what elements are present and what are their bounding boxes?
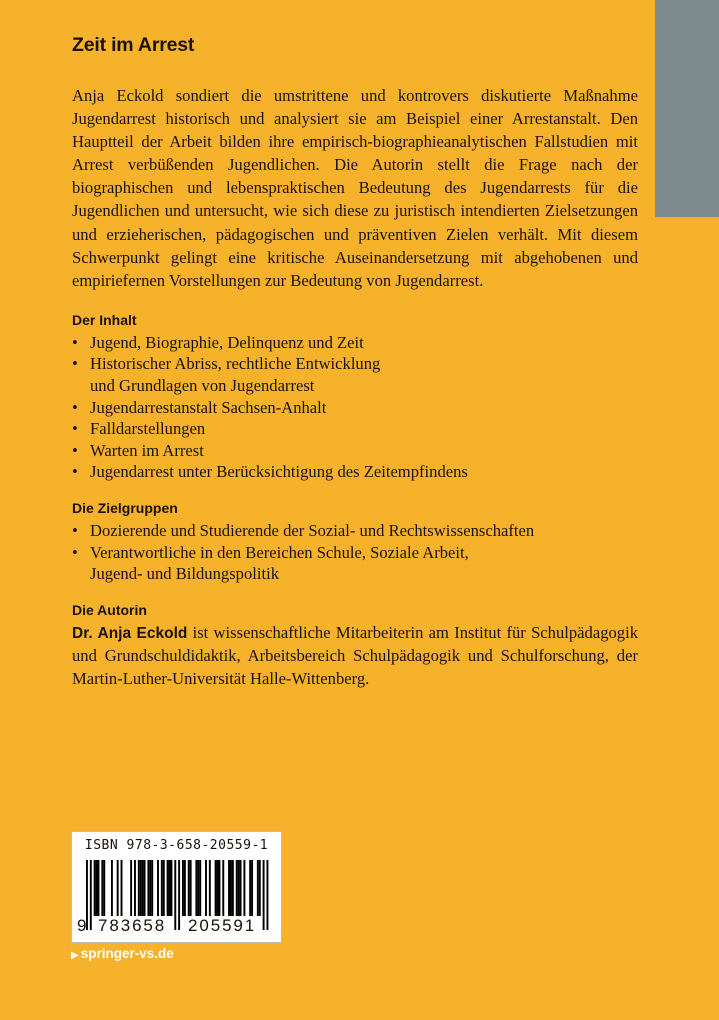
barcode-bar (101, 860, 103, 916)
barcode-bar (144, 860, 146, 916)
bullet-icon: • (72, 462, 78, 482)
barcode-bar (222, 860, 224, 916)
barcode-bar (190, 860, 192, 916)
isbn-barcode (71, 831, 282, 943)
publisher-link[interactable] (71, 946, 174, 961)
barcode-bar (217, 860, 219, 916)
barcode-bar (167, 860, 169, 916)
bullet-icon: • (72, 440, 78, 460)
barcode-bar (157, 860, 159, 916)
barcode-bar (147, 860, 149, 916)
barcode-bar (149, 860, 151, 916)
barcode-bar (117, 860, 119, 916)
side-color-panel (655, 0, 719, 217)
book-description: Anja Eckold sondiert die umstrittene und kontrovers diskutierte Maßnahme Jugendarrest historisch und analysiert sie am Beispiel einer Arrestanstalt. Den Hauptteil der Arbeit bilden ihre empirisch-biographieanalytischen Fallstudien mit Arrest verbüßenden Jugendlichen. Die Autorin stellt die Frage nach der biographischen und lebenspraktischen Bedeutung des Jugendarrests für die Jugendlichen und untersucht, wie sich diese zu juristisch intendierten Zielsetzungen und erzieherischen, pädagogischen und präventiven Zielen verhält. Mit diesem Schwerpunkt gelingt eine kritische Auseinandersetzung mit abgehobenen und empiriefernen Vorstellungen zur Bedeutung von Jugendarrest. (72, 86, 638, 290)
list-item: • Dozierende und Studierende der Sozial- und Rechtswissenschaften (72, 521, 535, 540)
bullet-icon: • (72, 542, 78, 562)
barcode-bar (174, 860, 176, 930)
list-item: • Falldarstellungen (72, 419, 206, 439)
isbn-label: ISBN 978-3-658-20559-1 (84, 838, 269, 853)
heading-autorin: Die Autorin (72, 601, 147, 618)
barcode-bar (103, 860, 105, 916)
barcode-bar (257, 860, 259, 916)
barcode-bar (230, 860, 232, 916)
zielgruppen-list (72, 520, 638, 585)
barcode-bar (228, 860, 230, 916)
barcode-bar (98, 860, 100, 916)
barcode-bar (111, 860, 113, 916)
barcode-bar (188, 860, 190, 916)
barcode-bar (236, 860, 238, 916)
barcode-bar (134, 860, 136, 916)
barcode-bar (184, 860, 186, 916)
section-autorin (72, 602, 638, 691)
barcode-bar (90, 860, 92, 930)
list-item: • Verantwortliche in den Bereichen Schule, Soziale Arbeit, Jugend- und Bildungspolitik (72, 542, 469, 584)
barcode-bar (96, 860, 98, 916)
barcode-bar (182, 860, 184, 916)
heading-inhalt: Der Inhalt (72, 311, 137, 328)
bullet-icon: • (72, 521, 78, 540)
barcode-bar (209, 860, 211, 916)
barcode-bar (243, 860, 245, 916)
barcode-bar (232, 860, 234, 916)
barcode-bar (130, 860, 132, 916)
barcode-left-digits: 783658 (98, 916, 167, 935)
heading-zielgruppen: Die Zielgruppen (72, 500, 178, 516)
list-item: • Historischer Abriss, rechtliche Entwicklung und Grundlagen von Jugendarrest (72, 354, 381, 396)
barcode-first-digit: 9 (77, 916, 87, 935)
arrow-right-icon: ▶ (71, 950, 79, 961)
barcode-bar (121, 860, 123, 916)
barcode-bar (140, 860, 142, 916)
barcode-bar (151, 860, 153, 916)
book-title: Zeit im Arrest (72, 34, 195, 56)
barcode-bar (163, 860, 165, 916)
barcode-bar (138, 860, 140, 916)
barcode-bar (263, 860, 265, 930)
barcode-bar (215, 860, 217, 916)
barcode-bar (249, 860, 251, 916)
bullet-icon: • (72, 354, 78, 374)
list-item: • Jugend, Biographie, Delinquenz und Zeit (72, 332, 364, 352)
barcode-bar (169, 860, 171, 916)
bullet-icon: • (72, 419, 78, 439)
barcode-bar (266, 860, 268, 930)
back-cover-content (72, 34, 638, 691)
section-inhalt (72, 312, 638, 483)
inhalt-list (72, 332, 638, 483)
barcode-bar (178, 860, 180, 930)
barcode-bar (195, 860, 197, 916)
barcode-bar (142, 860, 144, 916)
barcode-bar (218, 860, 220, 916)
barcode-right-digits: 205591 (188, 916, 257, 935)
bullet-icon: • (72, 397, 78, 417)
author-name: Dr. Anja Eckold (72, 624, 188, 642)
barcode-bar (205, 860, 207, 916)
bullet-icon: • (72, 332, 78, 352)
barcode-bar (94, 860, 96, 916)
section-zielgruppen (72, 500, 638, 585)
barcode-bar (251, 860, 253, 916)
barcode-bar (161, 860, 163, 916)
list-item: • Warten im Arrest (72, 440, 204, 460)
publisher-url: springer-vs.de (80, 946, 174, 961)
barcode-bar (197, 860, 199, 916)
barcode-bar (259, 860, 261, 916)
barcode-bar (199, 860, 201, 916)
barcode-bar (238, 860, 240, 916)
barcode-bar (240, 860, 242, 916)
author-bio: Dr. Anja Eckold ist wissenschaftliche Mitarbeiterin am Institut für Schulpädagogik und Grundschuldidaktik, Arbeitsbereich Schulpädagogik und Schulforschung, der Martin-Luther-Universität Halle-Wittenberg. (72, 622, 638, 688)
list-item: • Jugendarrest unter Berücksichtigung des Zeitempfindens (72, 462, 468, 482)
list-item: • Jugendarrestanstalt Sachsen-Anhalt (72, 397, 327, 417)
barcode-bar (170, 860, 172, 916)
